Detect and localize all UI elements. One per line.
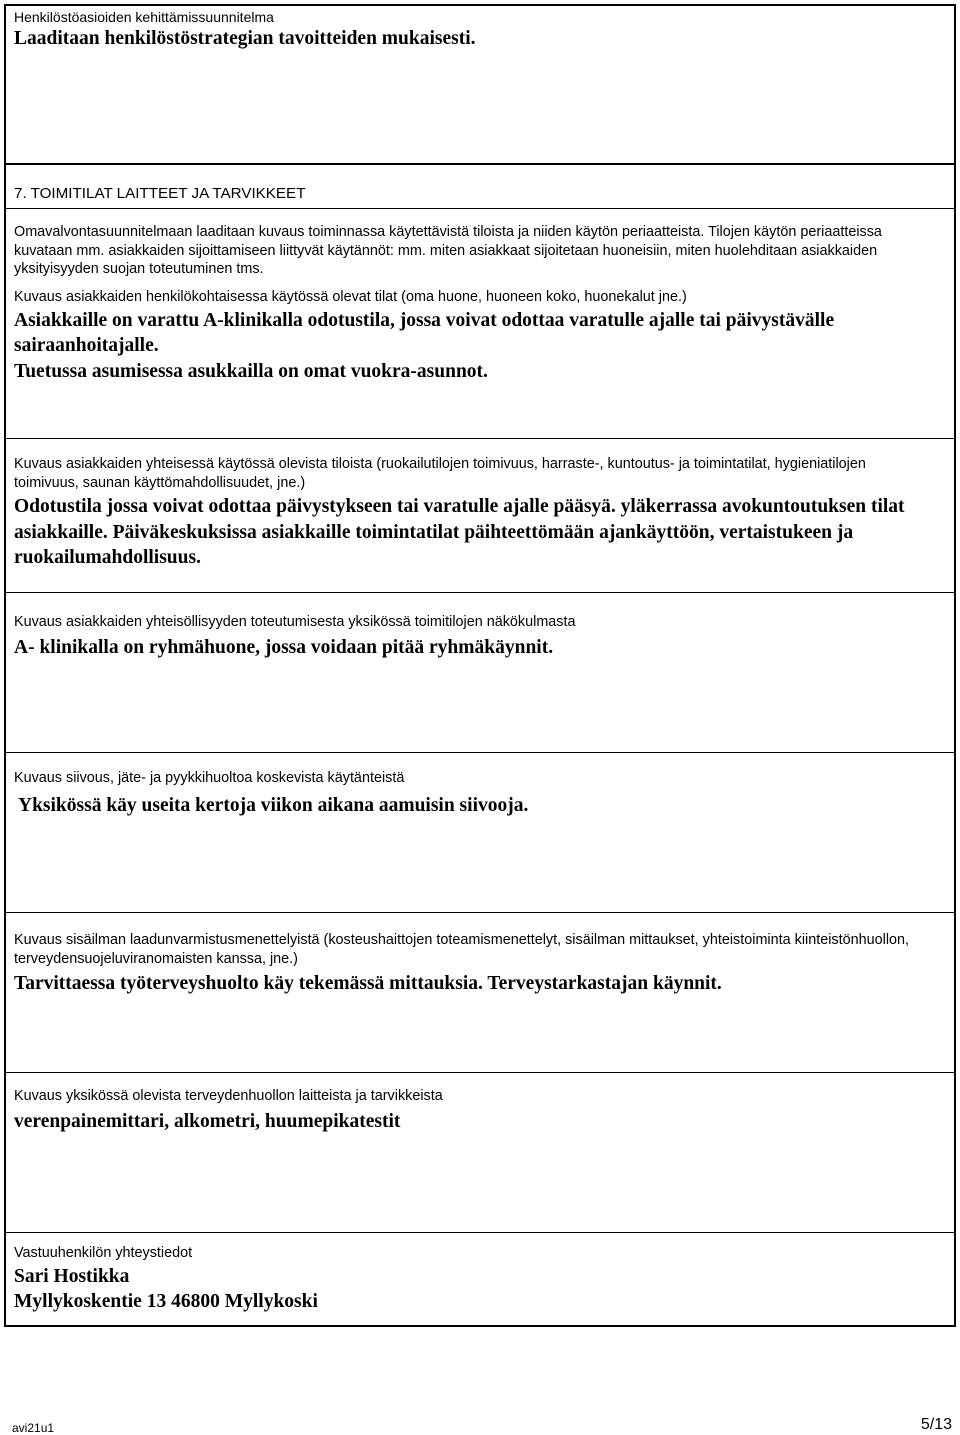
- contact-address: Myllykoskentie 13 46800 Myllykoski: [14, 1291, 318, 1313]
- common-spaces-question: Kuvaus asiakkaiden yhteisessä käytössä olevista tiloista (ruokailutilojen toimivuus, harraste-, kuntoutus- ja toimintatilat, hygieniatilojen toimivuus, saunan käyttömahdollisuudet, jne.): [14, 456, 866, 491]
- community-answer: A- klinikalla on ryhmähuone, jossa voidaan pitää ryhmäkäynnit.: [14, 636, 554, 658]
- section-common-spaces: [6, 438, 954, 592]
- personal-spaces-answer-1: Asiakkaille on varattu A-klinikalla odotustila, jossa voivat odottaa varatulle ajalle tai päivystävälle sairaanhoitajalle.: [14, 309, 835, 357]
- common-spaces-answer: Odotustila jossa voivat odottaa päivystykseen tai varatulle ajalle pääsyä. yläkerrassa avokuntoutuksen tilat asiakkaille. Päiväkeskuksissa asiakkaille toimintatilat päihteettömään ajankäyttöön, vertaistukeen ja ruokailumahdollisuus.: [14, 496, 905, 569]
- section-contact: [6, 1232, 954, 1324]
- community-question: Kuvaus asiakkaiden yhteisöllisyyden toteutumisesta yksikössä toimitilojen näkökulmasta: [14, 614, 576, 630]
- cleaning-question: Kuvaus siivous, jäte- ja pyykkihuoltoa koskevista käytänteistä: [14, 770, 405, 786]
- top-box-answer: Laaditaan henkilöstöstrategian tavoitteiden mukaisesti.: [14, 28, 476, 50]
- section-cleaning: [6, 752, 954, 912]
- section-community: [6, 592, 954, 752]
- top-box: [4, 4, 956, 165]
- personal-spaces-answer-2: Tuetussa asumisessa asukkailla on omat vuokra-asunnot.: [14, 360, 488, 382]
- section-devices: [6, 1072, 954, 1232]
- personal-spaces-question: Kuvaus asiakkaiden henkilökohtaisessa käytössä olevat tilat (oma huone, huoneen koko, huonekalut jne.): [14, 289, 687, 306]
- section-7-heading: 7. TOIMITILAT LAITTEET JA TARVIKKEET: [14, 185, 306, 202]
- devices-answer: verenpainemittari, alkometri, huumepikatestit: [14, 1110, 401, 1132]
- section-7-intro: Omavalvontasuunnitelmaan laaditaan kuvaus toiminnassa käytettävistä tiloista ja niiden käytön periaatteista. Tilojen käytön periaatteissa kuvataan mm. asiakkaiden sijoittamiseen liittyvät käytännöt: mm. miten asiakkaat sijoitetaan huoneisiin, miten huolehditaan asiakkaiden yksityisyyden suojan toteutuminen tms.: [14, 224, 882, 278]
- top-box-label: Henkilöstöasioiden kehittämissuunnitelma: [14, 9, 274, 25]
- contact-name: Sari Hostikka: [14, 1265, 130, 1287]
- section-7-body: [6, 208, 954, 432]
- page-number: 5/13: [920, 1416, 952, 1433]
- indoor-air-answer: Tarvittaessa työterveyshuolto käy tekemässä mittauksia. Terveystarkastajan käynnit.: [14, 973, 722, 995]
- contact-question: Vastuuhenkilön yhteystiedot: [14, 1245, 193, 1261]
- devices-question: Kuvaus yksikössä olevista terveydenhuollon laitteista ja tarvikkeista: [14, 1088, 443, 1104]
- indoor-air-question: Kuvaus sisäilman laadunvarmistusmenettelyistä (kosteushaittojen toteamismenettelyt, sisäilman mittaukset, yhteistoiminta kiinteistönhuollon, terveydensuojeluviranomaisten kanssa, jne.): [14, 932, 910, 967]
- section-indoor-air: [6, 912, 954, 1072]
- footer-code: avi21u1: [12, 1421, 55, 1435]
- cleaning-answer: Yksikössä käy useita kertoja viikon aikana aamuisin siivooja.: [18, 794, 529, 816]
